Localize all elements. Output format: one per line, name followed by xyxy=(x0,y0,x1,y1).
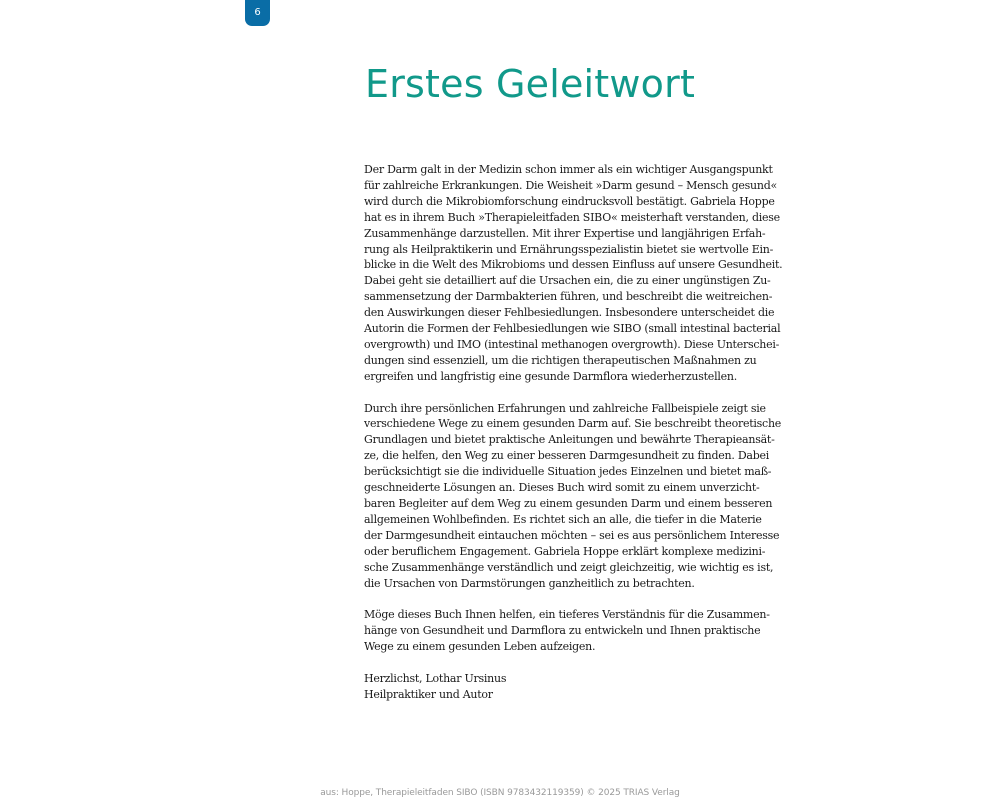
text-line: allgemeinen Wohlbefinden. Es richtet sich an alle, die tiefer in die Materie xyxy=(364,512,762,526)
text-line: Autorin die Formen der Fehlbesiedlungen wie SIBO (small intestinal bacterial xyxy=(364,322,781,336)
signature-name: Herzlichst, Lothar Ursinus xyxy=(364,671,507,685)
text-line: hänge von Gesundheit und Darmflora zu entwickeln und Ihnen praktische xyxy=(364,624,761,638)
signature xyxy=(364,671,759,703)
source-footer: aus: Hoppe, Therapieleitfaden SIBO (ISBN 9783432119359) © 2025 TRIAS Verlag xyxy=(320,788,680,798)
text-line: verschiedene Wege zu einem gesunden Darm auf. Sie beschreibt theoretische xyxy=(364,417,782,431)
text-line: sammensetzung der Darmbakterien führen, und beschreibt die weitreichen- xyxy=(364,290,773,304)
page-number-badge: 6 xyxy=(245,0,270,26)
text-line: geschneiderte Lösungen an. Dieses Buch wird somit zu einem unverzicht- xyxy=(364,481,760,495)
text-line: Der Darm galt in der Medizin schon immer als ein wichtiger Ausgangspunkt xyxy=(364,163,773,176)
text-line: Durch ihre persönlichen Erfahrungen und zahlreiche Fallbeispiele zeigt sie xyxy=(364,401,766,415)
text-line: wird durch die Mikrobiomforschung eindrucksvoll bestätigt. Gabriela Hoppe xyxy=(364,194,775,208)
body-text xyxy=(364,162,783,719)
text-line: baren Begleiter auf dem Weg zu einem gesunden Darm und einem besseren xyxy=(364,497,773,511)
text-line: blicke in die Welt des Mikrobioms und dessen Einfluss auf unsere Gesundheit. xyxy=(364,258,783,272)
text-line: berücksichtigt sie die individuelle Situation jedes Einzelnen und bietet maß- xyxy=(364,465,772,479)
text-line: ze, die helfen, den Weg zu einer besseren Darmgesundheit zu finden. Dabei xyxy=(364,449,770,463)
text-line: Möge dieses Buch Ihnen helfen, ein tieferes Verständnis für die Zusammen- xyxy=(364,608,770,622)
text-line: ergreifen und langfristig eine gesunde Darmflora wiederherzustellen. xyxy=(364,369,737,383)
text-line: oder beruflichem Engagement. Gabriela Hoppe erklärt komplexe medizini- xyxy=(364,544,766,558)
text-line: Grundlagen und bietet praktische Anleitungen und bewährte Therapieansät- xyxy=(364,433,775,447)
text-line: Wege zu einem gesunden Leben aufzeigen. xyxy=(364,640,596,654)
signature-role: Heilpraktiker und Autor xyxy=(364,687,493,701)
paragraph-wish xyxy=(364,607,770,655)
text-line: dungen sind essenziell, um die richtigen therapeutischen Maßnahmen zu xyxy=(364,353,757,367)
paragraph-intro xyxy=(364,162,783,385)
text-line: hat es in ihrem Buch »Therapieleitfaden SIBO« meisterhaft verstanden, diese xyxy=(364,210,780,224)
text-line: rung als Heilpraktikerin und Ernährungsspezialistin bietet sie wertvolle Ein- xyxy=(364,242,774,256)
text-line: Dabei geht sie detailliert auf die Ursachen ein, die zu einer ungünstigen Zu- xyxy=(364,274,771,288)
text-line: overgrowth) und IMO (intestinal methanogen overgrowth). Diese Unterschei- xyxy=(364,337,780,351)
text-line: sche Zusammenhänge verständlich und zeigt gleichzeitig, wie wichtig es ist, xyxy=(364,560,774,574)
page-title: Erstes Geleitwort xyxy=(365,62,696,106)
text-line: den Auswirkungen dieser Fehlbesiedlungen. Insbesondere unterscheidet die xyxy=(364,306,775,320)
text-line: für zahlreiche Erkrankungen. Die Weisheit »Darm gesund – Mensch gesund« xyxy=(364,178,778,192)
text-line: der Darmgesundheit eintauchen möchten – sei es aus persönlichem Interesse xyxy=(364,528,780,542)
text-line: die Ursachen von Darmstörungen ganzheitlich zu betrachten. xyxy=(364,576,695,590)
paragraph-experience xyxy=(364,401,782,592)
text-line: Zusammenhänge darzustellen. Mit ihrer Expertise und langjährigen Erfah- xyxy=(364,226,766,240)
